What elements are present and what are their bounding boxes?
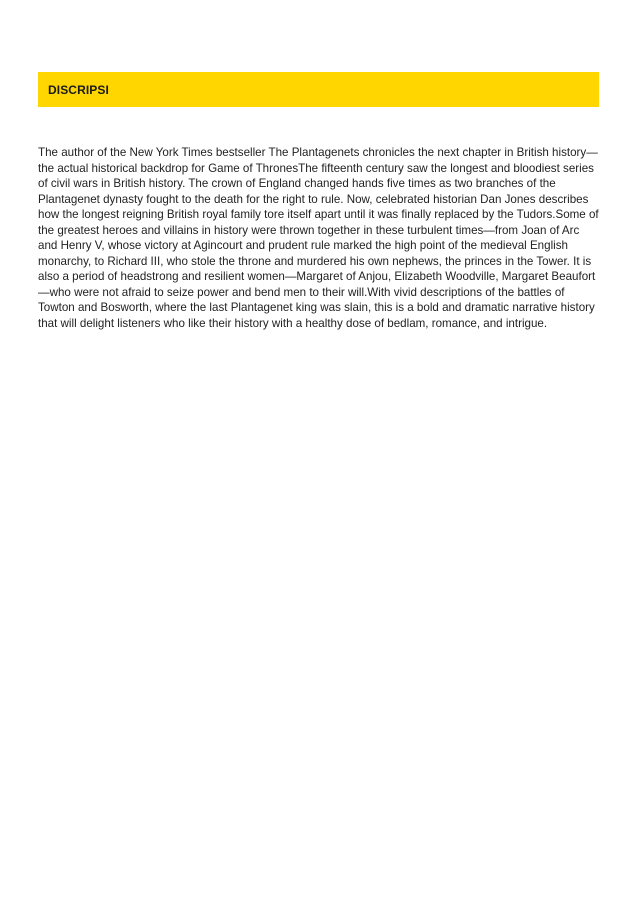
section-header-bar xyxy=(38,72,599,107)
section-title: DISCRIPSI xyxy=(48,82,109,97)
description-text: The author of the New York Times bestseller The Plantagenets chronicles the next chapter in British history—the actual historical backdrop for Game of ThronesThe fifteenth century saw the longest and bloodiest series of civil wars in British history. The crown of England changed hands five times as two branches of the Plantagenet dynasty fought to the death for the right to rule. Now, celebrated historian Dan Jones describes how the longest reigning British royal family tore itself apart until it was finally replaced by the Tudors.Some of the greatest heroes and villains in history were thrown together in these turbulent times—from Joan of Arc and Henry V, whose victory at Agincourt and prudent rule marked the high point of the medieval English monarchy, to Richard III, who stole the throne and murdered his own nephews, the princes in the Tower. It is also a period of headstrong and resilient women—Margaret of Anjou, Elizabeth Woodville, Margaret Beaufort—who were not afraid to seize power and bend men to their will.With vivid descriptions of the battles of Towton and Bosworth, where the last Plantagenet king was slain, this is a bold and dramatic narrative history that will delight listeners who like their history with a healthy dose of bedlam, romance, and intrigue. xyxy=(38,146,599,330)
